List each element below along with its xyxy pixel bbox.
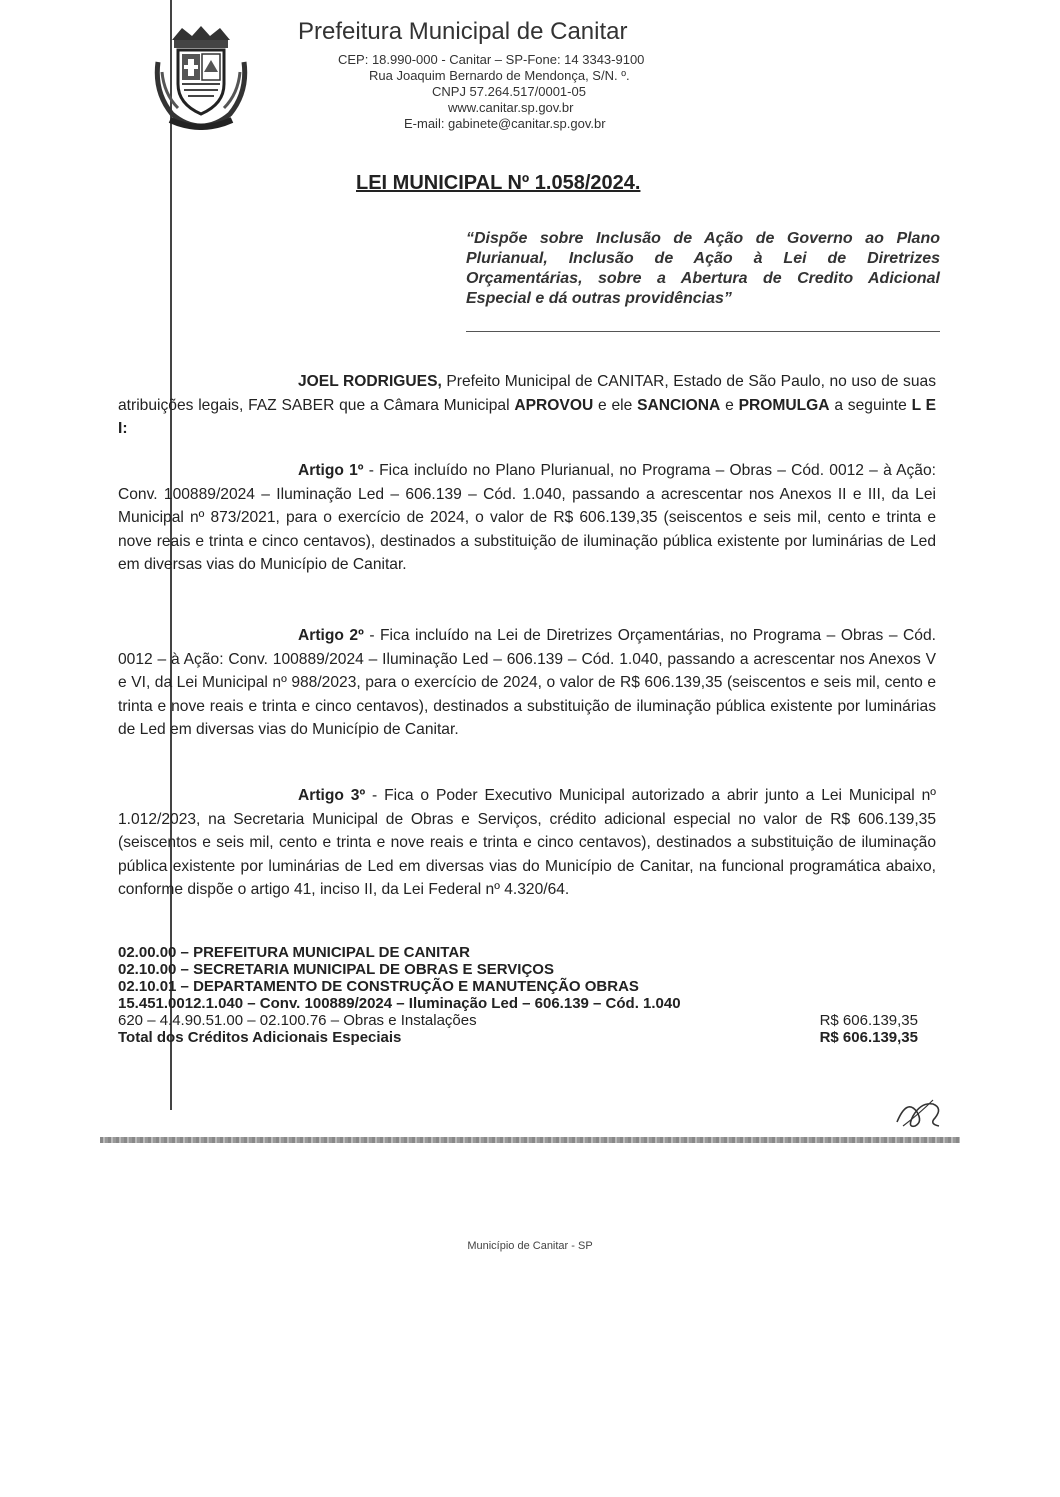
article-1 <box>118 459 936 577</box>
summary-divider <box>466 331 940 332</box>
address-line-1: CEP: 18.990-000 - Canitar – SP-Fone: 14 3343-9100 <box>338 52 645 67</box>
article-2 <box>118 624 936 742</box>
budget-total-amount: R$ 606.139,35 <box>819 1029 918 1046</box>
initials-signature <box>893 1092 949 1132</box>
budget-total <box>118 1029 918 1046</box>
email: E-mail: gabinete@canitar.sp.gov.br <box>404 116 606 131</box>
page-footer: Município de Canitar - SP <box>467 1240 593 1252</box>
article-2-text: - Fica incluído na Lei de Diretrizes Orçamentárias, no Programa – Obras – Cód. 0012 – à Ação: Conv. 100889/2024 – Iluminação Led – 606.139 – Cód. 1.040, passando a acrescentar nos Anexos V e VI, da Lei Municipal nº 988/2023, para o exercício de 2024, o valor de R$ 606.139,35 (seiscentos e seis mil, cento e trinta e nove reais e trinta e cinco centavos), destinados a substituição de iluminação pública existente por luminárias de Led em diversas vias do Município de Canitar. <box>118 627 936 738</box>
letterhead <box>298 18 798 131</box>
article-1-label: Artigo 1º <box>298 462 364 479</box>
budget-total-label: Total dos Créditos Adicionais Especiais <box>118 1029 402 1046</box>
org-name: Prefeitura Municipal de Canitar <box>298 18 628 45</box>
article-3-text: - Fica o Poder Executivo Municipal autorizado a abrir junto a Lei Municipal nº 1.012/2023, na Secretaria Municipal de Obras e Serviços, crédito adicional especial no valor de R$ 606.139,35 (seiscentos e seis mil, cento e trinta e nove reais e trinta e cinco centavos), destinados a substituição de iluminação pública existente por luminárias de Led em diversas vias do Município de Canitar, na funcional programática abaixo, conforme dispõe o artigo 41, inciso II, da Lei Federal nº 4.320/64. <box>118 787 936 898</box>
article-2-label: Artigo 2º <box>298 627 364 644</box>
budget-line-2: 02.10.00 – SECRETARIA MUNICIPAL DE OBRAS E SERVIÇOS <box>118 961 554 978</box>
article-1-text: - Fica incluído no Plano Plurianual, no Programa – Obras – Cód. 0012 – à Ação: Conv. 100889/2024 – Iluminação Led – 606.139 – Cód. 1.040, passando a acrescentar nos Anexos II e III, da Lei Municipal nº 873/2021, para o exercício de 2024, o valor de R$ 606.139,35 (seiscentos e seis mil, cento e trinta e nove reais e trinta e cinco centavos), destinados a substituição de iluminação pública existente por luminárias de Led em diversas vias do Município de Canitar. <box>118 462 936 573</box>
budget-line-4: 15.451.0012.1.040 – Conv. 100889/2024 – Iluminação Led – 606.139 – Cód. 1.040 <box>118 995 681 1012</box>
law-title: LEI MUNICIPAL Nº 1.058/2024. <box>356 172 641 194</box>
budget-line-3: 02.10.01 – DEPARTAMENTO DE CONSTRUÇÃO E MANUTENÇÃO OBRAS <box>118 978 639 995</box>
article-3-label: Artigo 3º <box>298 787 366 804</box>
budget-line-5-amount: R$ 606.139,35 <box>819 1012 918 1029</box>
budget-line-5 <box>118 1012 918 1029</box>
budget-line-5-label: 620 – 4.4.90.51.00 – 02.100.76 – Obras e Instalações <box>118 1012 477 1029</box>
article-3 <box>118 784 936 902</box>
budget-line-1: 02.00.00 – PREFEITURA MUNICIPAL DE CANITAR <box>118 944 471 961</box>
law-summary: “Dispõe sobre Inclusão de Ação de Governo ao Plano Plurianual, Inclusão de Ação à Lei de Diretrizes Orçamentárias, sobre a Abertura de Credito Adicional Especial e dá outras providências” <box>466 230 940 307</box>
cnpj: CNPJ 57.264.517/0001-05 <box>432 84 586 99</box>
footer-divider <box>100 1137 960 1143</box>
mayor-name: JOEL RODRIGUES, <box>298 373 442 390</box>
budget-allocation <box>118 944 918 1046</box>
preamble-paragraph: JOEL RODRIGUES, Prefeito Municipal de CANITAR, Estado de São Paulo, no uso de suas atribuições legais, FAZ SABER que a Câmara Municipal APROVOU e ele SANCIONA e PROMULGA a seguinte L E I: <box>118 373 937 437</box>
coat-of-arms-icon <box>152 22 250 130</box>
address-line-2: Rua Joaquim Bernardo de Mendonça, S/N. º. <box>369 68 630 83</box>
website: www.canitar.sp.gov.br <box>448 100 574 115</box>
